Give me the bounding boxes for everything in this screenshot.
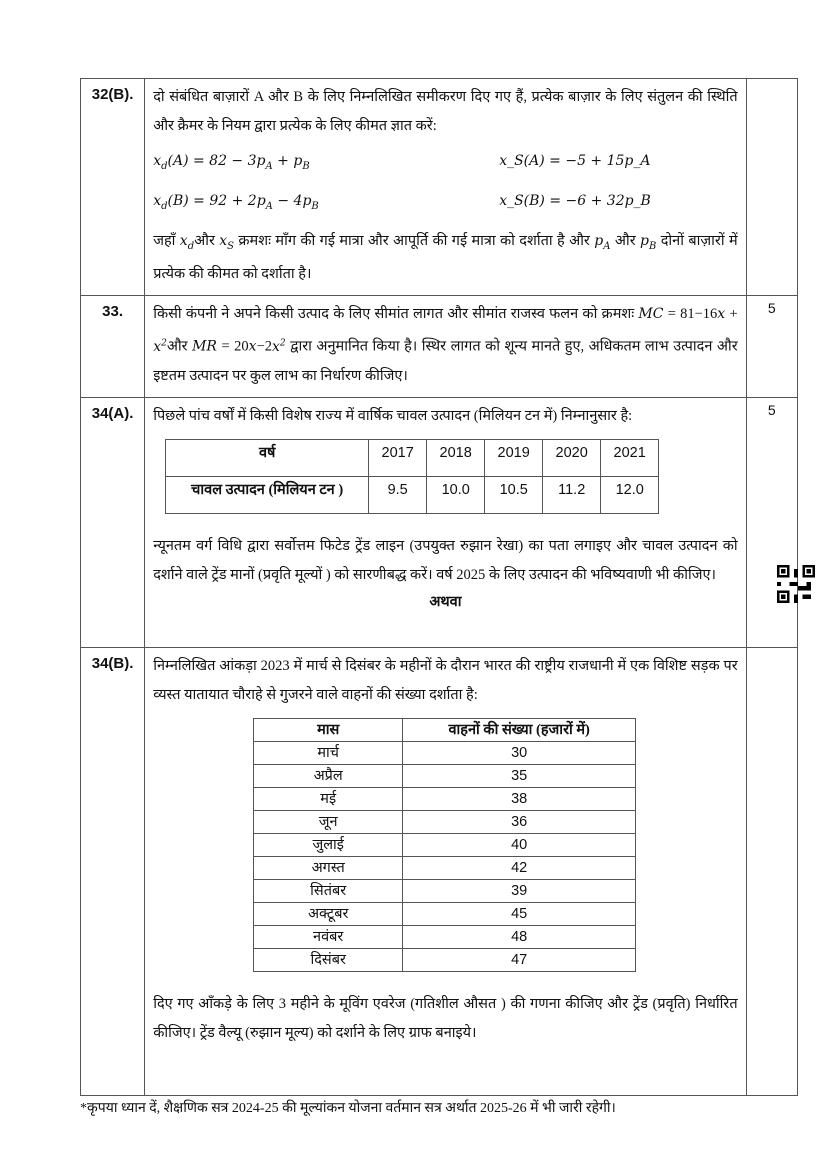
- question-number: 32(B).: [81, 79, 145, 296]
- question-number: 34(A).: [81, 398, 145, 648]
- supply-equation-a: x_S(A) = −5 + 15p_A: [499, 153, 651, 169]
- vehicle-count-cell: 47: [403, 949, 636, 972]
- table-row: [254, 811, 636, 834]
- or-separator: अथवा: [429, 594, 462, 611]
- table-row: [254, 880, 636, 903]
- month-cell: दिसंबर: [254, 949, 403, 972]
- question-text: पिछले पांच वर्षों में किसी विशेष राज्य में वार्षिक चावल उत्पादन (मिलियन टन में) निम्नानुसार है:: [153, 408, 633, 425]
- question-row: [81, 296, 798, 398]
- vehicle-count-cell: 39: [403, 880, 636, 903]
- vehicle-count-cell: 30: [403, 742, 636, 765]
- table-row: [254, 857, 636, 880]
- table-row: [254, 949, 636, 972]
- month-cell: जून: [254, 811, 403, 834]
- question-text: दिए गए आँकड़े के लिए 3 महीने के मूविंग एवरेज (गतिशील औसत ) की गणना कीजिए और ट्रेंड (प्रवृति) निर्धारित कीजिए। ट्रेंड वैल्यू (रुझान मूल्य) को दर्शाने के लिए ग्राफ बनाइये।: [153, 996, 738, 1042]
- column-header: वाहनों की संख्या (हजारों में): [403, 719, 636, 742]
- vehicles-table: [253, 718, 636, 972]
- question-text: न्यूनतम वर्ग विधि द्वारा सर्वोत्तम फिटेड ट्रेंड लाइन (उपयुक्त रुझान रेखा) का पता लगाइए और चावल उत्पादन को दर्शाने वाले ट्रेंड मानों (प्रवृति मूल्यों ) को सारणीबद्ध करें। वर्ष 2025 के लिए उत्पादन की भविष्यवाणी भी कीजिए।: [153, 538, 738, 584]
- table-row: [254, 742, 636, 765]
- question-number: 34(B).: [81, 648, 145, 1096]
- footer-note: *कृपया ध्यान दें, शैक्षणिक सत्र 2024-25 की मूल्यांकन योजना वर्तमान सत्र अर्थात 2025-26 में भी जारी रहेगी।: [80, 1101, 616, 1116]
- row-header: चावल उत्पादन (मिलियन टन ): [166, 477, 369, 514]
- year-cell: 2017: [369, 440, 427, 477]
- value-cell: 9.5: [369, 477, 427, 514]
- year-cell: 2020: [543, 440, 601, 477]
- questions-table: [80, 78, 798, 1096]
- table-row: [254, 788, 636, 811]
- question-row: [81, 398, 798, 648]
- vehicle-count-cell: 45: [403, 903, 636, 926]
- month-cell: अगस्त: [254, 857, 403, 880]
- value-cell: 11.2: [543, 477, 601, 514]
- month-cell: मई: [254, 788, 403, 811]
- question-number: 33.: [81, 296, 145, 398]
- marks: 5: [746, 296, 797, 398]
- question-text: किसी कंपनी ने अपने किसी उत्पाद के लिए सीमांत लागत और सीमांत राजस्व फलन को क्रमशः MC = $81-16x + x^2और$ MR = $20x-2x^2$ द्वारा अनुमानित किया है। स्थिर लागत को शून्य मानते हुए, अधिकतम लाभ उत्पादन और इष्टतम उत्पादन पर कुल लाभ का निर्धारण कीजिए।: [153, 306, 738, 385]
- month-cell: सितंबर: [254, 880, 403, 903]
- vehicle-count-cell: 38: [403, 788, 636, 811]
- qr-code-icon: [777, 565, 815, 603]
- value-cell: 10.5: [485, 477, 543, 514]
- vehicle-count-cell: 40: [403, 834, 636, 857]
- supply-equation-b: x_S(B) = −6 + 32p_B: [499, 192, 651, 209]
- marks: 5: [746, 398, 797, 648]
- marks: [746, 648, 797, 1096]
- year-cell: 2018: [427, 440, 485, 477]
- table-row: [254, 765, 636, 788]
- year-cell: 2021: [601, 440, 659, 477]
- value-cell: 10.0: [427, 477, 485, 514]
- value-cell: 12.0: [601, 477, 659, 514]
- month-cell: जुलाई: [254, 834, 403, 857]
- month-cell: अक्टूबर: [254, 903, 403, 926]
- column-header: मास: [254, 719, 403, 742]
- question-row: [81, 79, 798, 296]
- month-cell: अप्रैल: [254, 765, 403, 788]
- table-row: [254, 903, 636, 926]
- equation: $x_d(A) = 82 - 3p_A + p_B$: [153, 153, 310, 172]
- equation: $x_d(B) = 92 + 2p_A - 4p_B$: [153, 192, 319, 212]
- question-row: [81, 648, 798, 1096]
- vehicle-count-cell: 36: [403, 811, 636, 834]
- vehicle-count-cell: 42: [403, 857, 636, 880]
- question-text: दो संबंधित बाज़ारों A और B के लिए निम्नलिखित समीकरण दिए गए हैं, प्रत्येक बाज़ार के लिए संतुलन की स्थिति और क्रैमर के नियम द्वारा प्रत्येक के लिए कीमत ज्ञात करें:: [153, 89, 738, 134]
- table-row: [254, 926, 636, 949]
- question-text: जहाँ $x_dऔर$ $x_S$ क्रमशः माँग की गई मात्रा और आपूर्ति की गई मात्रा को दर्शाता है और $p_A$ और $p_B$ दोनों बाज़ारों में प्रत्येक की कीमत को दर्शाता है।: [153, 232, 738, 283]
- vehicle-count-cell: 48: [403, 926, 636, 949]
- marks: [746, 79, 797, 296]
- row-header: वर्ष: [166, 440, 369, 477]
- question-text: निम्नलिखित आंकड़ा 2023 में मार्च से दिसंबर के महीनों के दौरान भारत की राष्ट्रीय राजधानी में एक विशिष्ट सड़क पर व्यस्त यातायात चौराहे से गुजरने वाले वाहनों की संख्या दर्शाता है:: [153, 658, 738, 704]
- vehicle-count-cell: 35: [403, 765, 636, 788]
- year-cell: 2019: [485, 440, 543, 477]
- month-cell: नवंबर: [254, 926, 403, 949]
- table-row: [254, 834, 636, 857]
- month-cell: मार्च: [254, 742, 403, 765]
- rice-production-table: [165, 439, 659, 514]
